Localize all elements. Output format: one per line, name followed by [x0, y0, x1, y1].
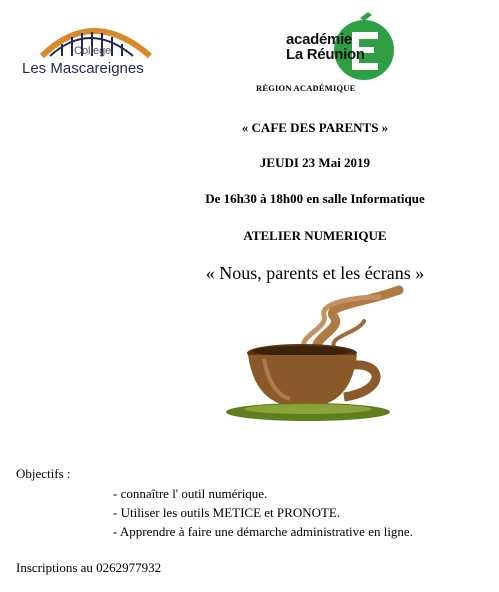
- registration-phone: Inscriptions au 0262977932: [16, 560, 162, 575]
- event-theme: « Nous, parents et les écrans »: [205, 263, 425, 283]
- coffee-cup-icon: [224, 285, 404, 425]
- objectives-heading: Objectifs :: [16, 466, 71, 481]
- region-academique: RÉGION ACADÉMIQUE: [256, 83, 356, 93]
- college-label: College: [74, 45, 112, 57]
- objective-item: - Utiliser les outils METICE et PRONOTE.: [113, 505, 341, 520]
- objective-item: - Apprendre à faire une démarche administrative en ligne.: [113, 524, 413, 539]
- event-time-place: De 16h30 à 18h00 en salle Informatique: [205, 191, 425, 206]
- academie-line1: académie: [286, 31, 352, 48]
- college-logo: [16, 18, 166, 86]
- event-workshop: ATELIER NUMERIQUE: [243, 228, 387, 243]
- academie-line2: La Réunion: [286, 46, 365, 63]
- event-title: « CAFE DES PARENTS »: [241, 120, 389, 135]
- event-date: JEUDI 23 Mai 2019: [259, 155, 371, 170]
- objective-item: - connaître l' outil numérique.: [113, 486, 268, 501]
- academie-logo: [244, 8, 404, 100]
- college-name: Les Mascareignes: [22, 60, 144, 77]
